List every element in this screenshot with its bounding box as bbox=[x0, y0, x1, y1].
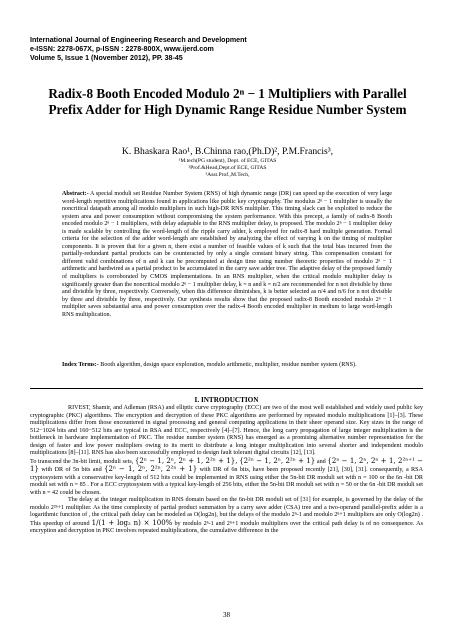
abstract-text: A special moduli set Residue Number System (RNS) of high dynamic range (DR) can speed up the execution of very large word-length repetitive multiplications found in applications like public key cryptography. The modulus 2ⁿ − 1 multiplier is usually the noncritical datapath among all modulo multipliers in such high-DR RNS multiplier. This timing slack can be exploited to reduce the system area and power consumption without compromising the system performance. With this precept, a family of radix-8 Booth encoded modulo 2ⁿ − 1 multipliers, with delay adaptable to the RNS multiplier delay, is proposed. The modulo 2ⁿ − 1 multiplier delay is made scalable by controlling the word-length of the ripple carry adder, k employed for radix-8 hard multiple generation. Formal criteria for the selection of the adder word-length are established by analyzing the effect of varying k on the timing of multiplier components. It is proven that for a given n, there exist a number of feasible values of k such that the total bias incurred from the partially-redundant partial products can be counteracted by only a single constant binary string. This compensation constant for different valid combinations of n and k can be precomputed at design time using number theoretic properties of modulo 2ⁿ − 1 arithmetic and hardwired as a partial product to be accumulated in the carry save adder tree. The adaptive delay of the proposed family of multipliers is corroborated by CMOS implementations. In an RNS multiplier, when the critical modulo multiplier delay is significantly greater than the noncritical modulo 2ⁿ − 1 multiplier delay, k = n and k = n/2 are recommended for n not divisible by three and divisible by three, respectively. Conversely, when this difference diminishes, k is better selected as n/4 and n/6 for n not divisible by three and divisible by three, respectively. Our synthesis results show that the proposed radix-8 Booth encoded modulo 2ⁿ − 1 multiplier saves substantial area and power consumption over the radix-4 Booth encoded multiplier in medium to large word-length RNS multiplication. bbox=[62, 191, 392, 318]
moduli-set-a: {2ⁿ − 1, 2ⁿ, 2ⁿ + 1, 2²ⁿ + 1}, bbox=[134, 456, 238, 465]
moduli-set-d: {2ⁿ − 1, 2ⁿ, 2²ⁿ, 2²ⁿ + 1} bbox=[104, 465, 198, 473]
index-terms-text: Booth algorithm, design space exploration, modulo arithmetic, multiplier, residue number system (RNS). bbox=[98, 362, 357, 368]
author-list: K. Bhaskara Rao¹, B.Chinna rao,(Ph.D)², P.M.Francis³, bbox=[121, 146, 334, 157]
paragraph-3: The delay at the integer multiplication in RNS domain based on the 6n-bit DR moduli set of [31] for example, is governed by the delay of the modulo 2²ⁿ+1 multiplier. As the time complexity of partial product summation by a carry save adder (CSA) tree and a two-operand parallel-prefix adder is a logarithmic function of , the critical path delay can be modeled as O(log2n), but the delays of the modulo 2ⁿ-1 and modulo 2ⁿ+1 multipliers are only O(log2n) . This speedup of around 1/(1 + log₂ n) × 100% by modulo 2ⁿ-1 and 2ⁿ+1 modulo multipliers over the critical path delay is of no consequence. As encryption and decryption in PKC involves repeated multiplications, the cumulative difference in the bbox=[30, 497, 423, 534]
abstract bbox=[62, 191, 392, 319]
journal-name: International Journal of Engineering Research and Development bbox=[30, 36, 247, 44]
paragraph-2: To transcend the 3n-bit limit, moduli sets, {2ⁿ − 1, 2ⁿ, 2ⁿ + 1, 2²ⁿ + 1}, {2²ⁿ − 1, 2ⁿ, 2²ⁿ + 1} and {2ⁿ − 1, 2ⁿ, 2ⁿ + 1, 2²ⁿ⁺¹ − 1} with DR of 5n bits and {2ⁿ − 1, 2ⁿ, 2²ⁿ, 2²ⁿ + 1} with DR of 6n bits, have been proposed recently [21], [30], [31]. consequently, a RSA cryptosystem with a conservative key-length of 512 bits could be implemented in RNS using either the 5n-bit DR moduli set with n = 100 or the 6n -bit DR moduli set with n = 85 . For a ECC cryptosystem with a typical key-length of 256 bits, either the 5n-bit DR moduli set with n = 50 or the 6n -bit DR moduli set with n = 42 could be chosen. bbox=[30, 456, 424, 496]
moduli-set-b: {2²ⁿ − 1, 2ⁿ, 2²ⁿ + 1} bbox=[239, 456, 316, 465]
affiliations bbox=[40, 158, 415, 179]
affiliation-2: ²Prof.&Head,Dept.of ECE, GITAS bbox=[188, 165, 267, 171]
page-number: 38 bbox=[223, 611, 230, 619]
journal-issn: e-ISSN: 2278-067X, p-ISSN : 2278-800X, www.ijerd.com bbox=[30, 44, 214, 53]
journal-volume: Volume 5, Issue 1 (November 2012), PP. 38-45 bbox=[30, 53, 183, 62]
affiliation-1: ¹M.tech(PG student), Dept. of ECE, GITAS bbox=[178, 158, 277, 164]
body-text bbox=[30, 405, 423, 536]
moduli-set-c: {2ⁿ − 1, 2ⁿ, 2ⁿ + 1, 2²ⁿ⁺¹ − 1} bbox=[30, 456, 423, 473]
speedup-formula: 1/(1 + log₂ n) × 100% bbox=[91, 518, 173, 527]
abstract-label: Abstract:- bbox=[62, 191, 89, 197]
divider bbox=[30, 388, 423, 389]
index-terms-label: Index Terms:- bbox=[62, 362, 99, 368]
affiliation-3: ³Asst.Prof.,M.Tech, bbox=[205, 172, 250, 178]
index-terms bbox=[62, 362, 392, 370]
paper-title: Radix-8 Booth Encoded Modulo 2ⁿ − 1 Multipliers with Parallel Prefix Adder for High Dynamic Range Residue Number System bbox=[48, 86, 407, 117]
paragraph-1: RIVEST, Shamir, and Adleman (RSA) and elliptic curve cryptography (ECC) are two of the most well established and widely used public key cryptographic (PKC) algorithms. The encryption and decryption of these PKC algorithms are performed by repeated modulo multiplications [1]–[3]. These multiplications differ from those encountered in signal processing and general computing applications in their sheer operand size. Key sizes in the range of 512−1024 bits and 160−512 bits are typical in RSA and ECC, respectively [4]–[7]. Hence, the long carry propagation of large integer multiplication is the bottleneck in hardware implementation of PKC. The residue number system (RNS) has emerged as a promising alternative number representation for the design of faster and low power multipliers owing to its merit to distribute a long integer multiplication into several shorter and independent modulo multiplications [8]–[11]. RNS has also been successfully employed to design fault tolerant digital circuits [12], [13]. bbox=[30, 405, 423, 456]
section-heading: I. INTRODUCTION bbox=[194, 396, 259, 404]
journal-header bbox=[30, 36, 425, 63]
